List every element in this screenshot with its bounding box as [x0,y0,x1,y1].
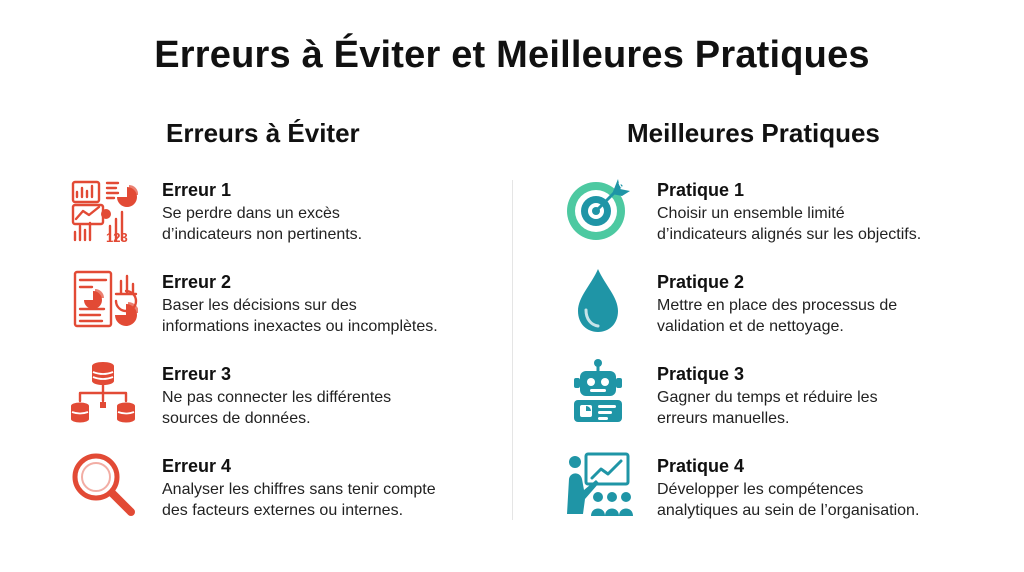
target-icon [563,174,633,244]
practice-title-4: Pratique 4 [657,456,745,476]
presentation-training-icon [563,450,633,520]
practices-heading: Meilleures Pratiques [627,118,880,148]
error-description-4: Analyser les chiffres sans tenir compte des facteurs externes ou internes. [162,481,436,519]
page-title: Erreurs à Éviter et Meilleures Pratiques [154,34,870,76]
errors-heading: Erreurs à Éviter [166,118,360,148]
column-divider [512,180,513,520]
magnifying-glass-icon [68,450,138,520]
error-title-1: Erreur 1 [162,180,232,200]
error-title-2: Erreur 2 [162,272,232,292]
error-item-1 [68,174,488,266]
report-document-icon [68,266,138,336]
practice-description-2: Mettre en place des processus de validation et de nettoyage. [657,297,898,335]
practice-item-1 [563,174,983,266]
robot-icon [563,358,633,428]
water-drop-icon [563,266,633,336]
error-title-4: Erreur 4 [162,456,232,476]
dashboard-icon-text: 123 [106,230,128,244]
practice-title-1: Pratique 1 [657,180,745,200]
practice-item-3 [563,358,983,450]
error-item-4 [68,450,488,542]
error-description-2: Baser les décisions sur des informations inexactes ou incomplètes. [162,297,438,335]
practice-description-4: Développer les compétences analytiques au sein de l’organisation. [657,481,920,519]
practice-description-3: Gagner du temps et réduire les erreurs manuelles. [657,389,878,427]
error-title-3: Erreur 3 [162,364,232,384]
practice-title-2: Pratique 2 [657,272,745,292]
error-item-2 [68,266,488,358]
errors-column [68,174,488,542]
error-item-3 [68,358,488,450]
error-description-1: Se perdre dans un excès d’indicateurs non pertinents. [162,205,363,243]
practice-description-1: Choisir un ensemble limité d’indicateurs alignés sur les objectifs. [657,205,922,243]
practice-item-4 [563,450,983,542]
practices-column [563,174,983,542]
database-network-icon [68,358,138,428]
error-description-3: Ne pas connecter les différentes sources de données. [162,389,392,427]
practice-item-2 [563,266,983,358]
dashboard-charts-icon [68,174,138,244]
practice-title-3: Pratique 3 [657,364,745,384]
